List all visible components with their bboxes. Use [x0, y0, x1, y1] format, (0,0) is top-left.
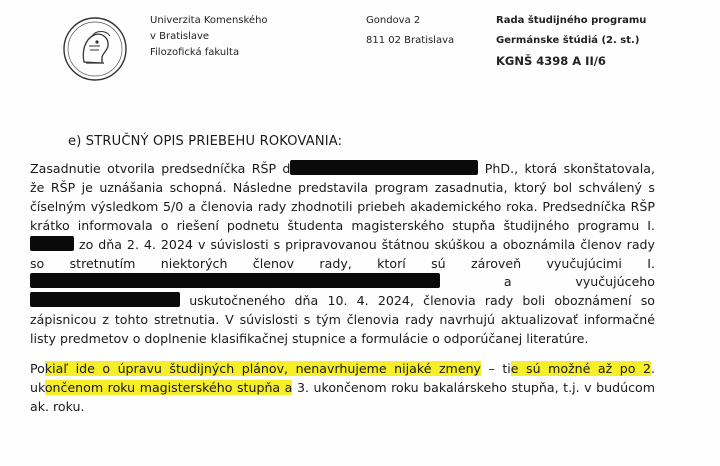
redaction-block — [290, 160, 478, 175]
board-program: Germánske štúdiá (2. st.) — [496, 35, 640, 46]
minutes-body — [30, 160, 655, 417]
section-title: e) STRUČNÝ OPIS PRIEBEHU ROKOVANIA: — [68, 134, 343, 149]
board-name: Rada študijného programu — [496, 15, 647, 26]
document-code: KGNŠ 4398 A II/6 — [496, 54, 606, 68]
university-name: Univerzita Komenského — [150, 15, 268, 26]
header-address — [366, 13, 454, 49]
paragraph-study-plans: Pokiaľ ide o úpravu študijných plánov, nenavrhujeme nijaké zmeny – tie sú možné až po 2. ukončenom roku magisterského stupňa a 3. ukončenom roku bakalárskeho stupňa, t.j. v budúcom ak. roku. — [30, 361, 655, 414]
address-city: 811 02 Bratislava — [366, 35, 455, 46]
university-seal-icon — [62, 16, 128, 82]
address-street: Gondova 2 — [366, 15, 421, 26]
header-board — [496, 13, 646, 69]
highlighted-text: e sú možné až po 2 — [510, 361, 651, 377]
redaction-block — [30, 292, 180, 307]
header-university — [150, 13, 268, 61]
highlighted-text: ončenom roku magisterského stupňa a — [44, 379, 293, 395]
redaction-block — [30, 236, 74, 251]
highlighted-text: kiaľ ide o úpravu študijných plánov, nenavrhujeme nijaké zmeny — [44, 361, 482, 377]
faculty-name: Filozofická fakulta — [150, 47, 240, 58]
university-city: v Bratislave — [150, 31, 210, 42]
redaction-block — [30, 273, 440, 288]
paragraph-meeting-summary: Zasadnutie otvorila predsedníčka RŠP d PhD., ktorá skonštatovala, že RŠP je uznášania schopná. Následne predstavila program zasadnutia, ktorý bol schválený s číselným výsledkom 5/0 a členovia rady zhodnotili priebeh akademického roka. Predsedníčka RŠP krátko informovala o riešení podnetu študenta magisterského stupňa študijného programu I. zo dňa 2. 4. 2024 v súvislosti s pripravovanou štátnou skúškou a oboznámila členov rady so stretnutím niektorých členov rady, ktorí sú zároveň vyučujúcimi I. a vyučujúceho uskutočneného dňa 10. 4. 2024, členovia rady boli oboznámení so zápisnicou z tohto stretnutia. V súvislosti s tým členovia rady navrhujú aktualizovať informačné listy predmetov o doplnenie klasifikačnej stupnice a formulácie o odporúčanej literatúre. — [30, 161, 655, 347]
